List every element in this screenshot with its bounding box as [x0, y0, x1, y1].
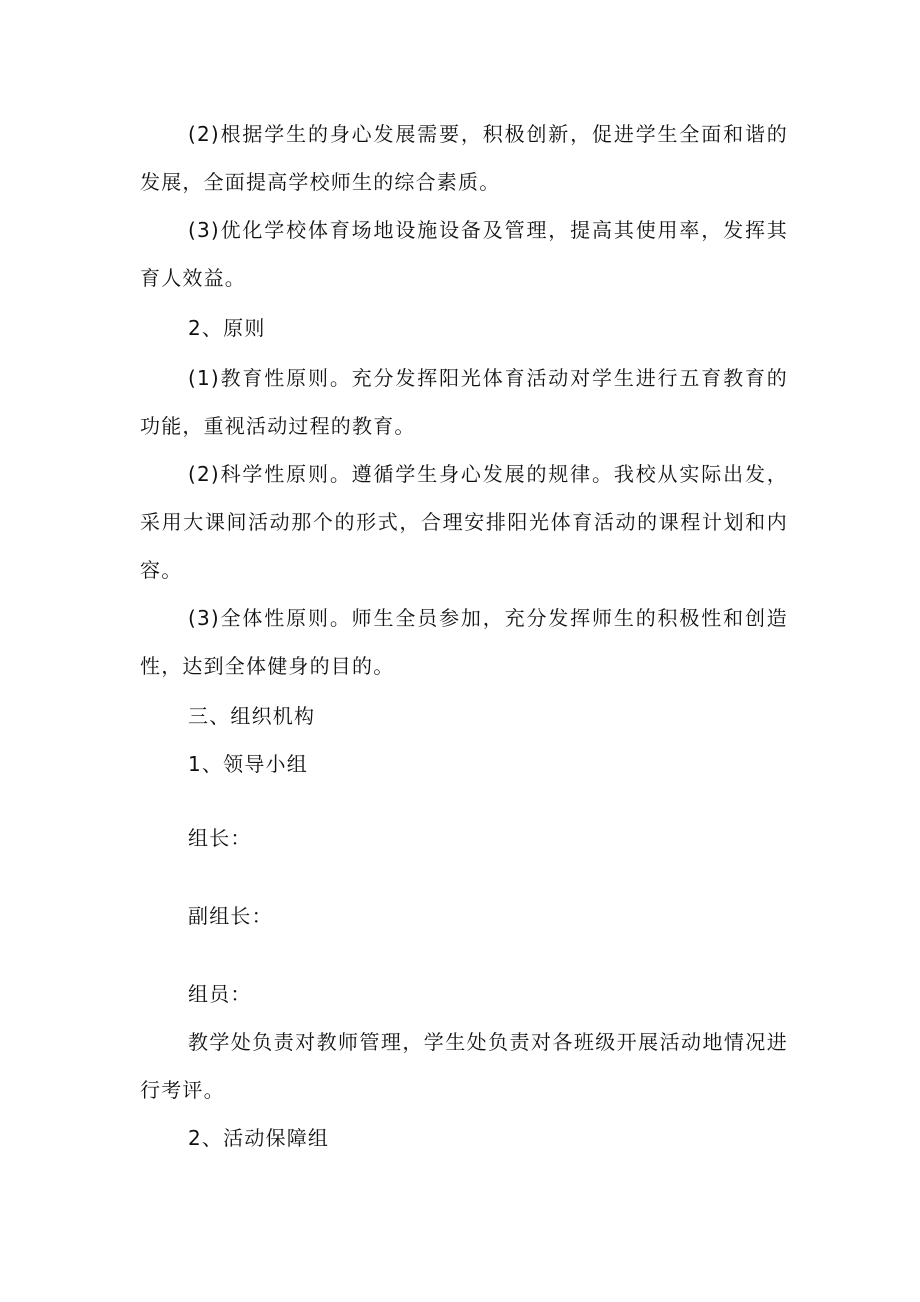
heading-leadership-group: 1、领导小组 — [188, 752, 308, 776]
heading-activity-support-group: 2、活动保障组 — [188, 1126, 330, 1150]
paragraph-principle-1: (1)教育性原则。充分发挥阳光体育活动对学生进行五育教育的功能，重视活动过程的教育。 — [140, 366, 788, 438]
paragraph-goal-2: (2)根据学生的身心发展需要，积极创新，促进学生全面和谐的发展，全面提高学校师生的综合素质。 — [140, 122, 788, 194]
heading-principles: 2、原则 — [188, 316, 266, 340]
paragraph-principle-2: (2)科学性原则。遵循学生身心发展的规律。我校从实际出发，采用大课间活动那个的形式，合理安排阳光体育活动的课程计划和内容。 — [140, 462, 788, 582]
label-group-leader: 组长： — [188, 826, 252, 850]
heading-organization: 三、组织机构 — [188, 704, 316, 728]
label-members: 组员： — [188, 982, 252, 1006]
paragraph-goal-3: (3)优化学校体育场地设施设备及管理，提高其使用率，发挥其育人效益。 — [140, 218, 788, 290]
paragraph-principle-3: (3)全体性原则。师生全员参加，充分发挥师生的积极性和创造性，达到全体健身的目的。 — [140, 606, 788, 678]
label-deputy-leader: 副组长： — [188, 904, 273, 928]
paragraph-responsibilities: 教学处负责对教师管理，学生处负责对各班级开展活动地情况进行考评。 — [140, 1030, 788, 1102]
